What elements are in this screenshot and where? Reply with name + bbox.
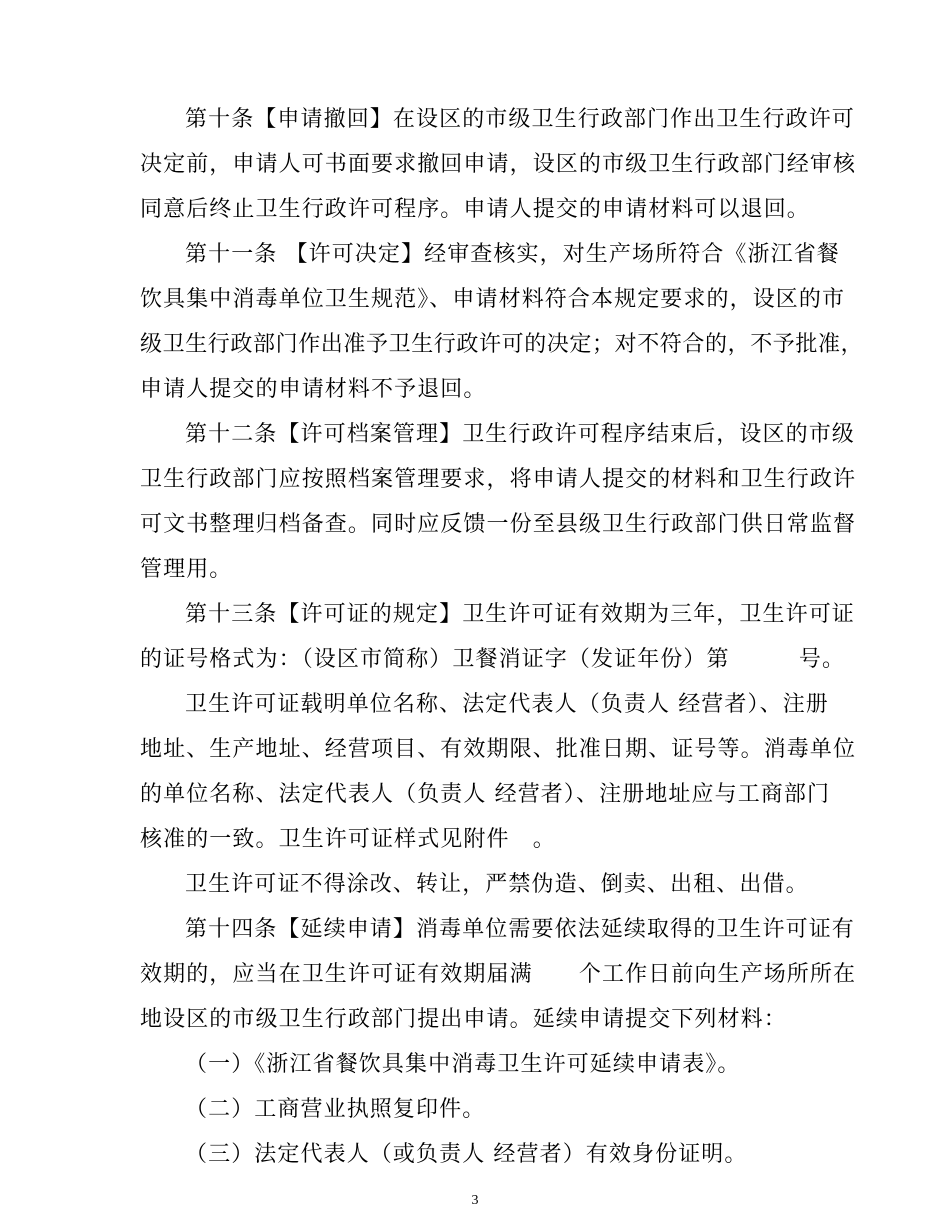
list-item-2: （二）工商营业执照复印件。 (185, 1097, 486, 1122)
license-prohibition-line: 卫生许可证不得涂改、转让，严禁伪造、倒卖、出租、出借。 (185, 872, 809, 897)
article-11-line-4: 申请人提交的申请材料不予退回。 (140, 377, 487, 402)
license-content-line-4: 核准的一致。卫生许可证样式见附件 。 (140, 827, 556, 852)
article-11-line-1: 第十一条 【许可决定】经审查核实，对生产场所符合《浙江省餐 (185, 242, 840, 267)
article-10-line-2: 决定前，申请人可书面要求撤回申请，设区的市级卫生行政部门经审核 (140, 152, 857, 177)
article-12-line-2: 卫生行政部门应按照档案管理要求，将申请人提交的材料和卫生行政许 (140, 467, 857, 492)
article-10-line-1: 第十条【申请撤回】在设区的市级卫生行政部门作出卫生行政许可 (185, 107, 855, 132)
article-11-line-2: 饮具集中消毒单位卫生规范》、申请材料符合本规定要求的，设区的市 (140, 287, 846, 312)
article-14-line-2: 效期的，应当在卫生许可证有效期届满 个工作日前向生产场所所在 (140, 962, 857, 987)
license-content-line-2: 地址、生产地址、经营项目、有效期限、批准日期、证号等。消毒单位 (140, 737, 857, 762)
article-12-line-4: 管理用。 (140, 557, 233, 582)
article-11-line-3: 级卫生行政部门作出准予卫生行政许可的决定；对不符合的，不予批准， (140, 332, 864, 357)
article-13-line-2: 的证号格式为：（设区市简称）卫餐消证字（发证年份）第 号。 (140, 647, 846, 672)
article-13-line-1: 第十三条【许可证的规定】卫生许可证有效期为三年，卫生许可证 (185, 602, 855, 627)
article-14-line-1: 第十四条【延续申请】消毒单位需要依法延续取得的卫生许可证有 (185, 917, 855, 942)
list-item-3: （三）法定代表人（或负责人 经营者）有效身份证明。 (185, 1142, 748, 1167)
article-12-line-3: 可文书整理归档备查。同时应反馈一份至县级卫生行政部门供日常监督 (140, 512, 857, 537)
list-item-1: （一）《浙江省餐饮具集中消毒卫生许可延续申请表》。 (185, 1052, 741, 1077)
page-number: 3 (471, 1193, 479, 1208)
article-12-line-1: 第十二条【许可档案管理】卫生行政许可程序结束后，设区的市级 (185, 422, 855, 447)
license-content-line-3: 的单位名称、法定代表人（负责人 经营者）、注册地址应与工商部门 (140, 782, 831, 807)
article-14-line-3: 地设区的市级卫生行政部门提出申请。延续申请提交下列材料： (140, 1007, 787, 1032)
license-content-line-1: 卫生许可证载明单位名称、法定代表人（负责人 经营者）、注册 (185, 692, 829, 717)
article-10-line-3: 同意后终止卫生行政许可程序。申请人提交的申请材料可以退回。 (140, 197, 810, 222)
